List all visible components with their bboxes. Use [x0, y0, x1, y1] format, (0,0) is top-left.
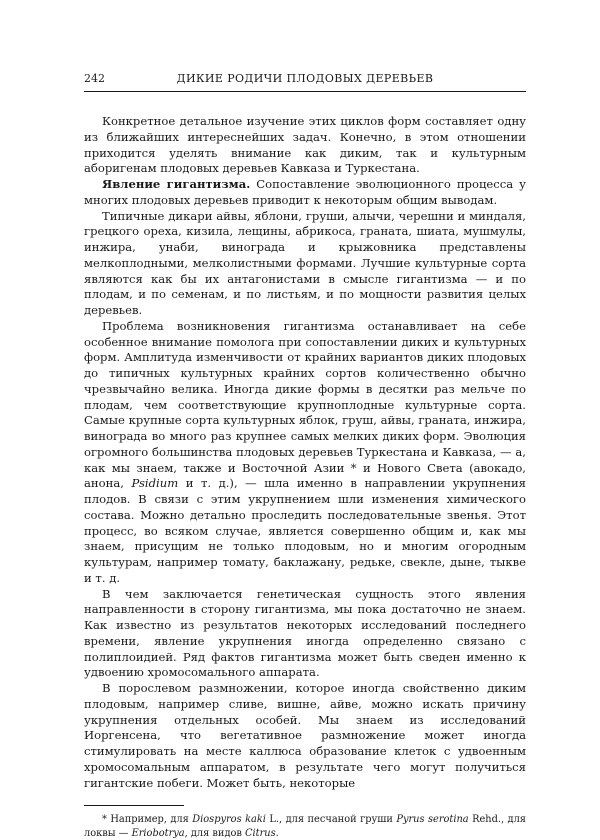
footnote-text-2: L., для песчаной груши — [265, 814, 397, 826]
footnote-text-4: , для видов — [184, 827, 246, 839]
paragraph-4-italic: Psidium — [131, 476, 179, 491]
footnote-rule — [84, 805, 184, 806]
footnote-italic-4: Citrus — [245, 827, 276, 839]
footnote-italic-3: Eriobotrya — [131, 827, 185, 839]
footnote-italic-2: Pyrus serotina — [396, 814, 469, 826]
page-number: 242 — [84, 72, 105, 85]
body-text — [84, 114, 526, 791]
paragraph-4-text-a: Проблема возникновения гигантизма останавливает на себе особенное внимание помолога при сопоставлении диких и культурных форм. Амплитуда изменчивости от крайних вариантов диких плодовых до типичных культурных крайних сортов количественно обычно чрезвычайно велика. Иногда дикие формы в десятки раз мельче по плодам, чем соответствующие крупноплодные культурные сорта. Самые крупные сорта культурных яблок, груш, айвы, граната, инжира, винограда во много раз крупнее самых мелких диких форм. Эволюция огромного большинства плодовых деревьев Туркестана и Кавказа, — а, как мы знаем, также и Восточной Азии * и Нового Света (авокадо, анона, — [84, 318, 526, 491]
paragraph-4-text-b: и т. д.), — шла именно в направлении укрупнения плодов. В связи с этим укрупнением шли изменения химического состава. Можно детально проследить последовательные звенья. Этот процесс, во всяком случае, является совершенно общим и, как мы знаем, присущим не только плодовым, но и многим огородным культурам, например томату, баклажану, редьке, свекле, дыне, тыкве и т. д. — [84, 476, 526, 585]
page-header — [84, 72, 526, 92]
book-page — [84, 72, 526, 840]
paragraph-6: В порослевом размножении, которое иногда свойственно диким плодовым, например сливе, вишне, айве, можно искать причину укрупнения отдельных особей. Мы знаем из исследований Иоргенсена, что вегетативное размножение может иногда стимулировать на месте каллюса образование клеток с удвоенным хромосомальным аппаратом, в результате чего могут получиться гигантские побеги. Может быть, некоторые — [84, 681, 526, 790]
paragraph-4 — [84, 319, 526, 587]
footnote — [84, 813, 526, 840]
paragraph-2 — [84, 177, 526, 209]
running-head: ДИКИЕ РОДИЧИ ПЛОДОВЫХ ДЕРЕВЬЕВ — [176, 72, 434, 85]
paragraph-5: В чем заключается генетическая сущность этого явления направленности в сторону гигантизма, мы пока достаточно не знаем. Как известно из результатов некоторых исследований последнего времени, явление укрупнения иногда определенно связано с полиплоидией. Ряд фактов гигантизма может быть сведен именно к удвоению хромосомального аппарата. — [84, 586, 526, 680]
footnote-italic-1: Diospyros kaki — [192, 814, 266, 826]
paragraph-2-text: Сопоставление эволюционного процесса у многих плодовых деревьев приводит к некоторым общим выводам. — [84, 177, 527, 207]
paragraph-1: Конкретное детальное изучение этих циклов форм составляет одну из ближайших интереснейших задач. Конечно, в этом отношении приходится уделять внимание как диким, так и культурным аборигенам плодовых деревьев Кавказа и Туркестана. — [84, 114, 526, 176]
paragraph-3: Типичные дикари айвы, яблони, груши, алычи, черешни и миндаля, грецкого ореха, кизила, лещины, абрикоса, граната, шиата, мушмулы, инжира, унаби, винограда и крыжовника представлены мелкоплодными, мелколистными формами. Лучшие культурные сорта являются как бы их антагонистами в смысле гигантизма — и по плодам, и по семенам, и по листьям, и по мощности развития целых деревьев. — [84, 208, 526, 317]
footnote-text-1: * Например, для — [102, 814, 193, 826]
section-heading: Явление гигантизма. — [102, 177, 251, 191]
footnote-text-3: Rehd., для локвы — — [84, 814, 526, 839]
footnote-text-5: . — [275, 827, 279, 839]
